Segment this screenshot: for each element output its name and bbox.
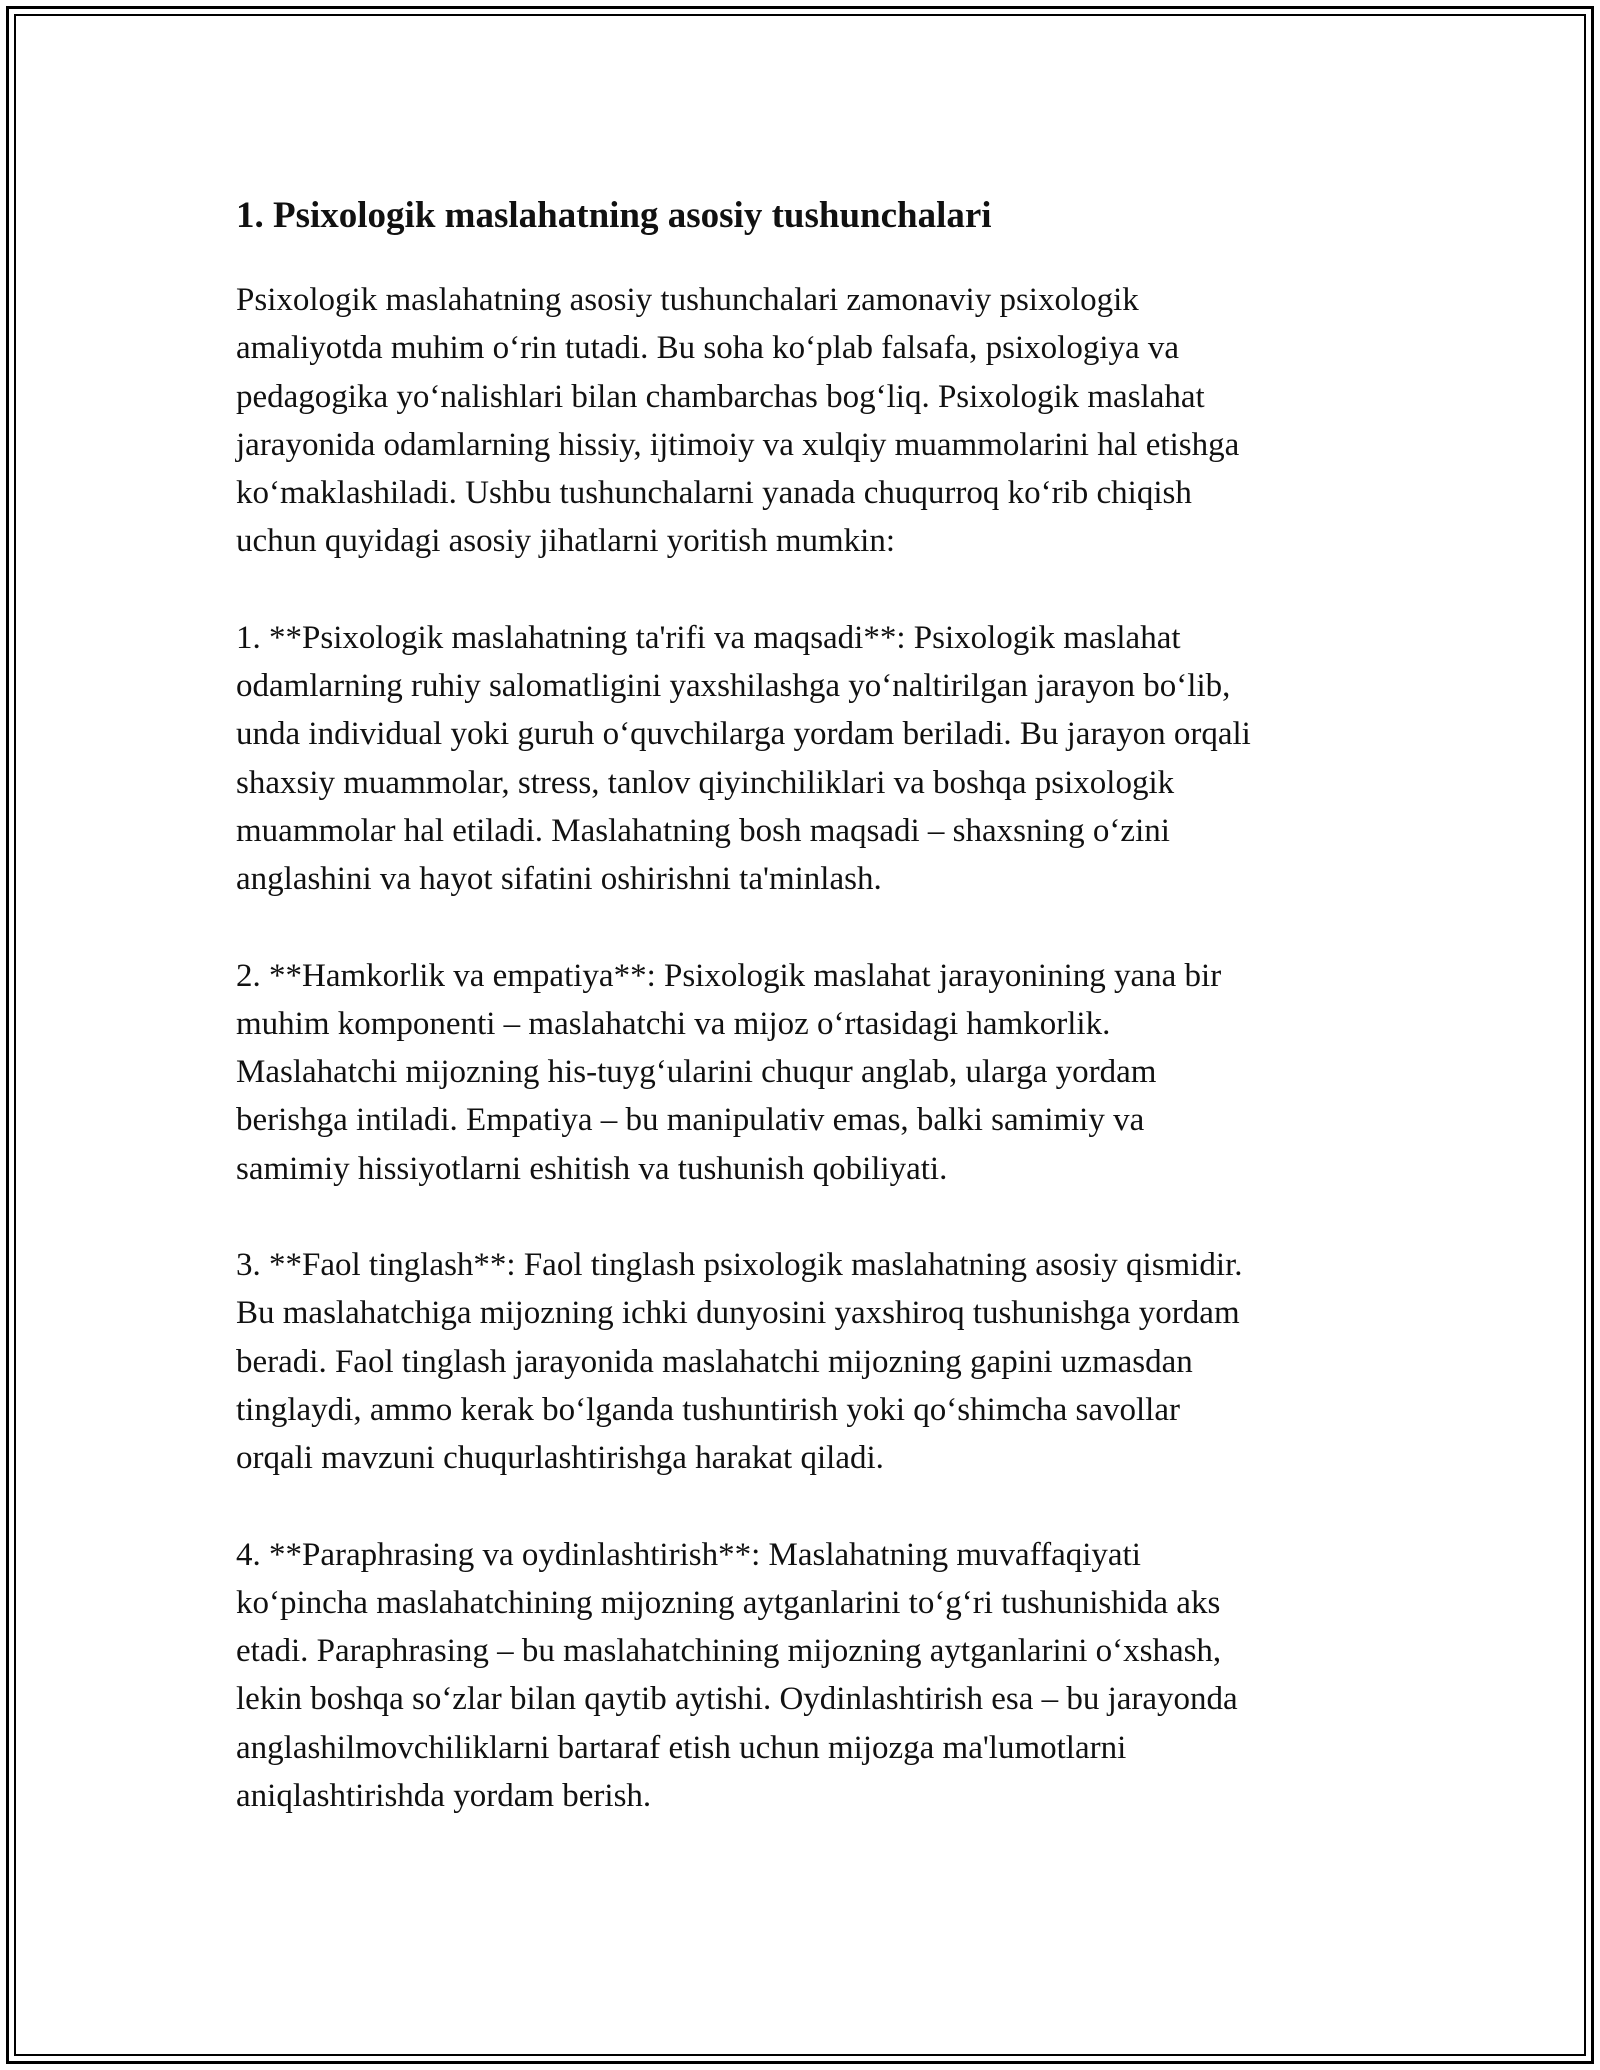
paragraph-item-2 [236,952,1376,1193]
text-line: 4. **Paraphrasing va oydinlashtirish**: Maslahatning muvaffaqiyati [236,1536,1141,1573]
document-body [236,186,1376,1868]
text-line: koʻpincha maslahatchining mijozning aytganlarini toʻgʻri tushunishida aks [236,1584,1221,1621]
text-line: anglashilmovchiliklarni bartaraf etish uchun mijozga ma'lumotlarni [236,1729,1127,1766]
text-line: unda individual yoki guruh oʻquvchilarga yordam beriladi. Bu jarayon orqali [236,716,1251,753]
text-line: anglashini va hayot sifatini oshirishni ta'minlash. [236,861,882,898]
text-line: muhim komponenti – maslahatchi va mijoz oʻrtasidagi hamkorlik. [236,1005,1111,1042]
text-line: tinglaydi, ammo kerak boʻlganda tushuntirish yoki qoʻshimcha savollar [236,1391,1180,1428]
text-line: jarayonida odamlarning hissiy, ijtimoiy va xulqiy muammolarini hal etishga [236,426,1240,463]
text-line: samimiy hissiyotlarni eshitish va tushunish qobiliyati. [236,1150,948,1187]
text-line: aniqlashtirishda yordam berish. [236,1778,652,1815]
text-line: koʻmaklashiladi. Ushbu tushunchalarni yanada chuqurroq koʻrib chiqish [236,475,1192,512]
text-line: uchun quyidagi asosiy jihatlarni yoritish mumkin: [236,523,896,560]
text-line: berishga intiladi. Empatiya – bu manipulativ emas, balki samimiy va [236,1102,1145,1139]
text-line: muammolar hal etiladi. Maslahatning bosh maqsadi – shaxsning oʻzini [236,812,1170,849]
text-line: 1. **Psixologik maslahatning ta'rifi va maqsadi**: Psixologik maslahat [236,619,1181,656]
text-line: 3. **Faol tinglash**: Faol tinglash psixologik maslahatning asosiy qismidir. [236,1247,1243,1284]
text-line: orqali mavzuni chuqurlashtirishga harakat qiladi. [236,1440,884,1477]
text-line: beradi. Faol tinglash jarayonida maslahatchi mijozning gapini uzmasdan [236,1343,1193,1380]
text-line: Psixologik maslahatning asosiy tushunchalari zamonaviy psixologik [236,282,1139,318]
text-line: Maslahatchi mijozning his-tuygʻularini chuqur anglab, ularga yordam [236,1054,1157,1091]
text-line: shaxsiy muammolar, stress, tanlov qiyinchiliklari va boshqa psixologik [236,764,1175,801]
paragraph-item-3 [236,1241,1376,1482]
text-line: 2. **Hamkorlik va empatiya**: Psixologik maslahat jarayonining yana bir [236,957,1222,994]
text-line: odamlarning ruhiy salomatligini yaxshilashga yoʻnaltirilgan jarayon boʻlib, [236,668,1231,705]
text-line: etadi. Paraphrasing – bu maslahatchining mijozning aytganlarini oʻxshash, [236,1633,1222,1670]
text-line: lekin boshqa soʻzlar bilan qaytib aytishi. Oydinlashtirish esa – bu jarayonda [236,1681,1238,1718]
text-line: pedagogika yoʻnalishlari bilan chambarchas bogʻliq. Psixologik maslahat [236,378,1205,415]
paragraph-intro [236,276,1376,566]
paragraph-item-4 [236,1531,1376,1821]
paragraph-item-1 [236,614,1376,904]
text-line: amaliyotda muhim oʻrin tutadi. Bu soha koʻplab falsafa, psixologiya va [236,330,1180,367]
document-title: 1. Psixologik maslahatning asosiy tushunchalari [236,195,992,236]
text-line: Bu maslahatchiga mijozning ichki dunyosini yaxshiroq tushunishga yordam [236,1295,1240,1332]
